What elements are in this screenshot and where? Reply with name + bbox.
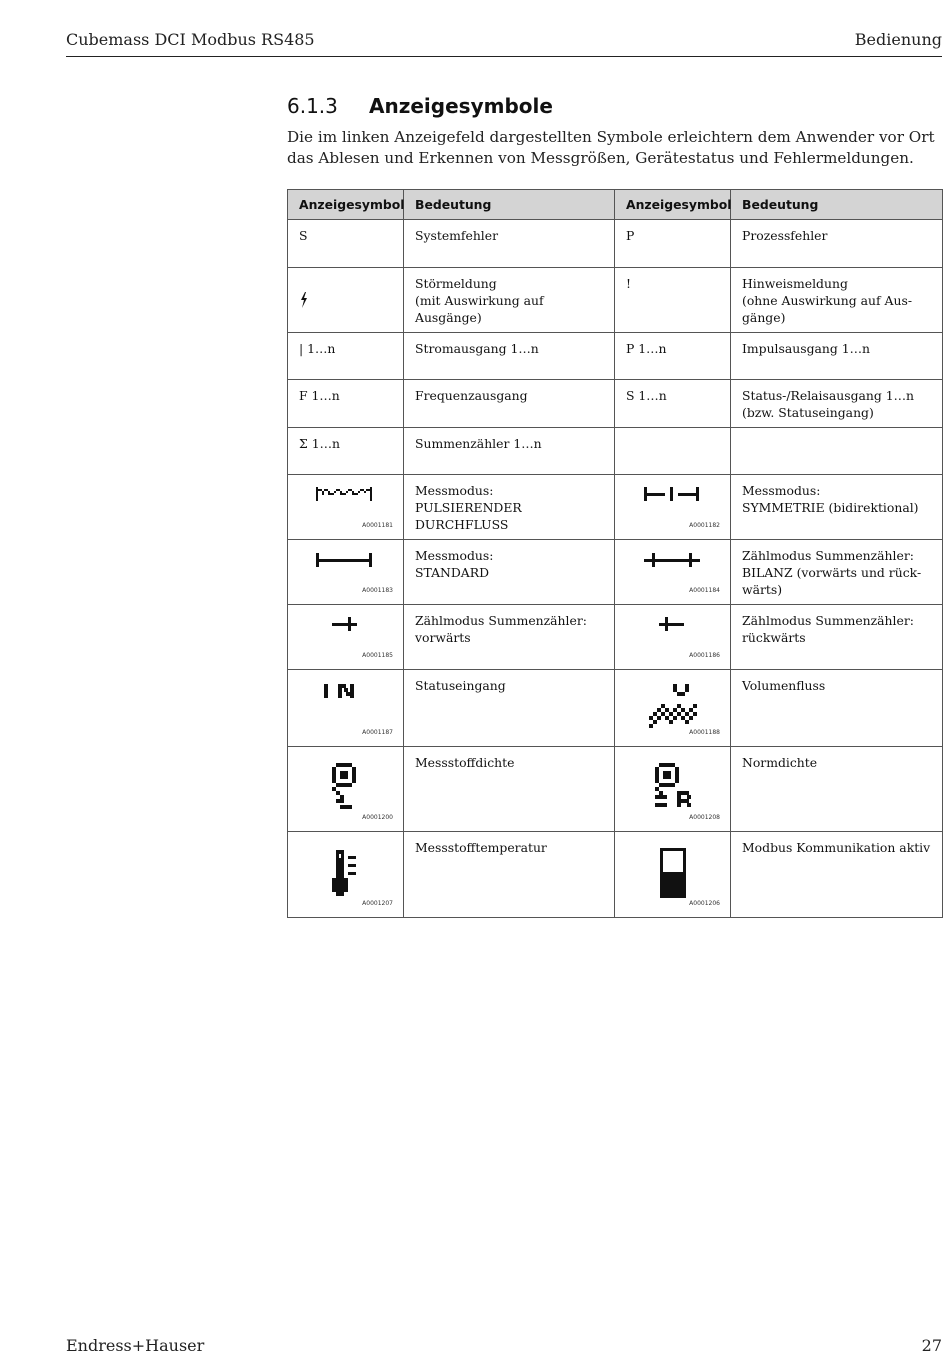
- figure-reference: A0001184: [689, 587, 720, 594]
- table-row: [288, 832, 943, 918]
- symbol-cell: | 1…n: [288, 333, 404, 380]
- meaning-cell: Messmodus: STANDARD: [404, 540, 615, 605]
- meaning-cell: Frequenzausgang: [404, 380, 615, 428]
- meaning-cell: Zählmodus Summenzähler: rückwärts: [731, 605, 943, 670]
- table-row: [288, 747, 943, 832]
- table-header-row: [288, 190, 943, 220]
- footer-brand: Endress+Hauser: [66, 1336, 205, 1355]
- symbol-cell: [615, 605, 731, 670]
- symbol-cell: [615, 832, 731, 918]
- symbol-cell: Σ 1…n: [288, 428, 404, 475]
- meaning-cell: Normdichte: [731, 747, 943, 832]
- intro-paragraph: Die im linken Anzeigefeld dargestellten Symbole erleichtern dem Anwender vor Ort das Ablesen und Erkennen von Messgrößen, Gerätestatus und Fehlermeldungen.: [287, 128, 935, 167]
- meaning-cell: Modbus Kommunikation aktiv: [731, 832, 943, 918]
- figure-reference: A0001200: [362, 814, 393, 821]
- table-row: [288, 220, 943, 268]
- modbus-communication-icon: [660, 848, 686, 898]
- thermometer-icon: [332, 850, 358, 896]
- figure-reference: A0001182: [689, 522, 720, 529]
- symbol-cell: [615, 428, 731, 475]
- meaning-cell: Messstofftemperatur: [404, 832, 615, 918]
- meaning-cell: Hinweismeldung (ohne Auswirkung auf Aus- gänge): [731, 268, 943, 333]
- meaning-cell: Impulsausgang 1…n: [731, 333, 943, 380]
- figure-reference: A0001181: [362, 522, 393, 529]
- reference-density-icon: [653, 763, 693, 809]
- symbol-cell: S: [288, 220, 404, 268]
- header-cell-meaning-1: Bedeutung: [404, 190, 615, 220]
- figure-reference: A0001185: [362, 652, 393, 659]
- table-row: [288, 268, 943, 333]
- volume-flow-icon: [649, 684, 697, 728]
- standard-mode-icon: [316, 553, 374, 567]
- symbol-cell: [615, 747, 731, 832]
- figure-reference: A0001183: [362, 587, 393, 594]
- symbol-cell: [615, 670, 731, 747]
- figure-reference: A0001188: [689, 729, 720, 736]
- symbol-cell: P: [615, 220, 731, 268]
- lightning-icon: [299, 292, 309, 308]
- symbol-cell: P 1…n: [615, 333, 731, 380]
- symbol-cell: !: [615, 268, 731, 333]
- header-document-title: Cubemass DCI Modbus RS485: [66, 30, 315, 49]
- table-row: [288, 475, 943, 540]
- symbol-table: [287, 189, 943, 918]
- meaning-cell: Status-/Relaisausgang 1…n (bzw. Statuseingang): [731, 380, 943, 428]
- symbol-cell: S 1…n: [615, 380, 731, 428]
- forward-icon: [332, 617, 358, 631]
- meaning-cell: Messmodus: SYMMETRIE (bidirektional): [731, 475, 943, 540]
- page-number: 27: [921, 1336, 942, 1355]
- pulsating-flow-icon: [316, 487, 374, 501]
- balance-icon: [644, 553, 702, 567]
- symbol-cell: [288, 475, 404, 540]
- section-heading: [287, 94, 553, 118]
- meaning-cell: Stromausgang 1…n: [404, 333, 615, 380]
- symbol-cell: F 1…n: [288, 380, 404, 428]
- symbol-cell: [288, 832, 404, 918]
- table-row: [288, 670, 943, 747]
- meaning-cell: Messmodus: PULSIERENDER DURCHFLUSS: [404, 475, 615, 540]
- symbol-cell: [288, 670, 404, 747]
- table-row: [288, 540, 943, 605]
- meaning-cell: Summenzähler 1…n: [404, 428, 615, 475]
- table-row: [288, 380, 943, 428]
- symmetry-icon: [644, 487, 702, 501]
- header-chapter: Bedienung: [854, 30, 942, 49]
- section-title: Anzeigesymbole: [369, 94, 553, 118]
- meaning-cell: Prozessfehler: [731, 220, 943, 268]
- table-row: [288, 333, 943, 380]
- meaning-cell: Systemfehler: [404, 220, 615, 268]
- figure-reference: A0001208: [689, 814, 720, 821]
- status-input-icon: [324, 684, 364, 698]
- table-row: [288, 605, 943, 670]
- figure-reference: A0001187: [362, 729, 393, 736]
- meaning-cell: [731, 428, 943, 475]
- section-number: 6.1.3: [287, 94, 338, 118]
- figure-reference: A0001186: [689, 652, 720, 659]
- density-icon: [330, 763, 362, 809]
- meaning-cell: Messstoffdichte: [404, 747, 615, 832]
- figure-reference: A0001207: [362, 900, 393, 907]
- meaning-cell: Zählmodus Summenzähler: vorwärts: [404, 605, 615, 670]
- meaning-cell: Volumenfluss: [731, 670, 943, 747]
- figure-reference: A0001206: [689, 900, 720, 907]
- header-cell-symbol-1: Anzeigesymbol: [288, 190, 404, 220]
- symbol-cell: [288, 268, 404, 333]
- symbol-cell: [288, 747, 404, 832]
- header-cell-symbol-2: Anzeigesymbol: [615, 190, 731, 220]
- symbol-cell: [288, 540, 404, 605]
- meaning-cell: Statuseingang: [404, 670, 615, 747]
- symbol-cell: [288, 605, 404, 670]
- page-header: [66, 28, 942, 57]
- backward-icon: [659, 617, 685, 631]
- header-cell-meaning-2: Bedeutung: [731, 190, 943, 220]
- meaning-cell: Zählmodus Summenzähler: BILANZ (vorwärts und rück- wärts): [731, 540, 943, 605]
- meaning-cell: Störmeldung (mit Auswirkung auf Ausgänge): [404, 268, 615, 333]
- table-row: [288, 428, 943, 475]
- symbol-cell: [615, 475, 731, 540]
- symbol-cell: [615, 540, 731, 605]
